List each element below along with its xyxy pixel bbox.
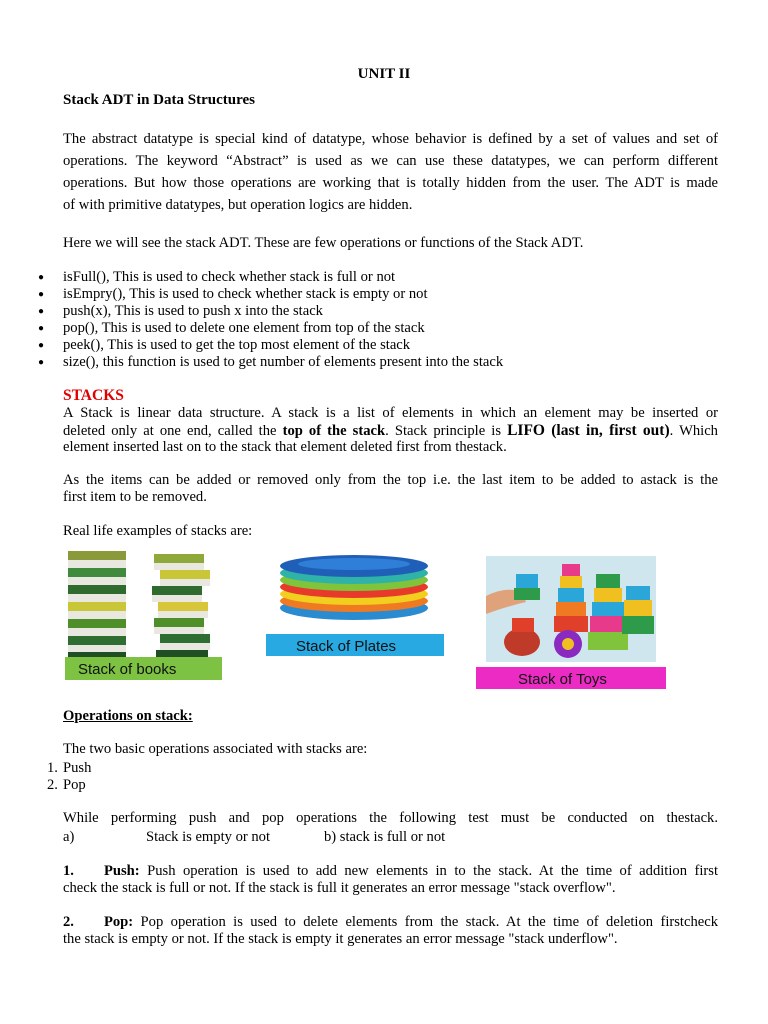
adt-op-item: pop(), This is used to delete one element from top of the stack bbox=[63, 320, 425, 336]
intro-line: operations. The keyword “Abstract” is used as we can use these datatypes, we can perform different bbox=[63, 153, 718, 169]
stacks-text: . Which bbox=[669, 423, 718, 439]
bullet-dot: ● bbox=[38, 306, 45, 317]
basic-ops-intro: The two basic operations associated with stacks are: bbox=[63, 741, 368, 757]
books-left-stack-icon bbox=[68, 551, 126, 661]
intro-line: operations. But how those operations are working that is totally hidden from the user. The ADT is made bbox=[63, 175, 718, 191]
unit-title: UNIT II bbox=[357, 66, 411, 82]
lifo-term: LIFO (last in, first out) bbox=[507, 422, 670, 439]
push-number: 1. bbox=[63, 863, 74, 879]
pop-desc-line bbox=[63, 914, 718, 931]
test-line: While performing push and pop operations the following test must be conducted on thestack. bbox=[63, 810, 718, 826]
stacks-para-line: A Stack is linear data structure. A stack is a list of elements in which an element may be inserted or bbox=[63, 405, 718, 421]
test-a-text: Stack is empty or not bbox=[146, 829, 271, 845]
stacks-para-line: element inserted last on to the stack that element deleted first from thestack. bbox=[63, 439, 507, 455]
stack-of-toys-image bbox=[476, 556, 668, 690]
stack-of-books-image bbox=[62, 546, 224, 684]
examples-label: Real life examples of stacks are: bbox=[63, 523, 253, 539]
bullet-dot: ● bbox=[38, 323, 45, 334]
toys-caption: Stack of Toys bbox=[518, 671, 607, 688]
plates-caption: Stack of Plates bbox=[296, 638, 397, 655]
adt-op-item: push(x), This is used to push x into the stack bbox=[63, 303, 323, 319]
plates-stack-icon bbox=[280, 555, 428, 620]
stacks-heading: STACKS bbox=[63, 387, 124, 404]
adt-op-item: isFull(), This is used to check whether stack is full or not bbox=[63, 269, 396, 285]
bullet-dot: ● bbox=[38, 357, 45, 368]
books-caption: Stack of books bbox=[78, 661, 177, 678]
stacks-text: . Stack principle is bbox=[385, 423, 508, 439]
test-a-label: a) bbox=[63, 829, 75, 845]
top-of-stack-term: top of the stack bbox=[282, 423, 386, 439]
intro-line: of with primitive datatypes, but operation logics are hidden. bbox=[63, 197, 413, 213]
books-right-stack-icon bbox=[152, 554, 210, 659]
bullet-dot: ● bbox=[38, 272, 45, 283]
intro-line: The abstract datatype is special kind of datatype, whose behavior is defined by a set of values and set of bbox=[63, 131, 718, 147]
push-term: Push: bbox=[103, 863, 140, 879]
pop-desc-line: the stack is empty or not. If the stack is empty it generates an error message "stack underflow". bbox=[63, 931, 618, 947]
adt-op-item: size(), this function is used to get number of elements present into the stack bbox=[63, 354, 504, 370]
pop-text: Pop operation is used to delete elements from the stack. At the time of deletion firstcheck bbox=[133, 914, 718, 930]
stacks-para-line bbox=[63, 422, 718, 440]
operations-heading: Operations on stack: bbox=[63, 708, 193, 724]
basic-op-item: Push bbox=[63, 760, 92, 776]
push-desc-line bbox=[63, 863, 718, 880]
adt-op-item: isEmpry(), This is used to check whether stack is empty or not bbox=[63, 286, 428, 302]
test-b-text: b) stack is full or not bbox=[324, 829, 446, 845]
bullet-dot: ● bbox=[38, 340, 45, 351]
list-number: 2. bbox=[47, 777, 58, 793]
basic-op-item: Pop bbox=[63, 777, 86, 793]
list-number: 1. bbox=[47, 760, 58, 776]
items-para-line: As the items can be added or removed only from the top i.e. the last item to be added to astack is the bbox=[63, 472, 718, 488]
stacks-text: deleted only at one end, called the bbox=[63, 423, 283, 439]
push-desc-line: check the stack is full or not. If the stack is full it generates an error message "stack overflow". bbox=[63, 880, 616, 896]
ops-intro: Here we will see the stack ADT. These are few operations or functions of the Stack ADT. bbox=[63, 235, 584, 251]
section-title: Stack ADT in Data Structures bbox=[63, 92, 255, 108]
stack-of-plates-image bbox=[264, 546, 446, 658]
adt-op-item: peek(), This is used to get the top most element of the stack bbox=[63, 337, 411, 353]
push-text: Push operation is used to add new elements in to the stack. At the time of addition first bbox=[139, 863, 718, 879]
bullet-dot: ● bbox=[38, 289, 45, 300]
items-para-line: first item to be removed. bbox=[63, 489, 207, 505]
pop-number: 2. bbox=[63, 914, 74, 930]
pop-term: Pop: bbox=[103, 914, 134, 930]
